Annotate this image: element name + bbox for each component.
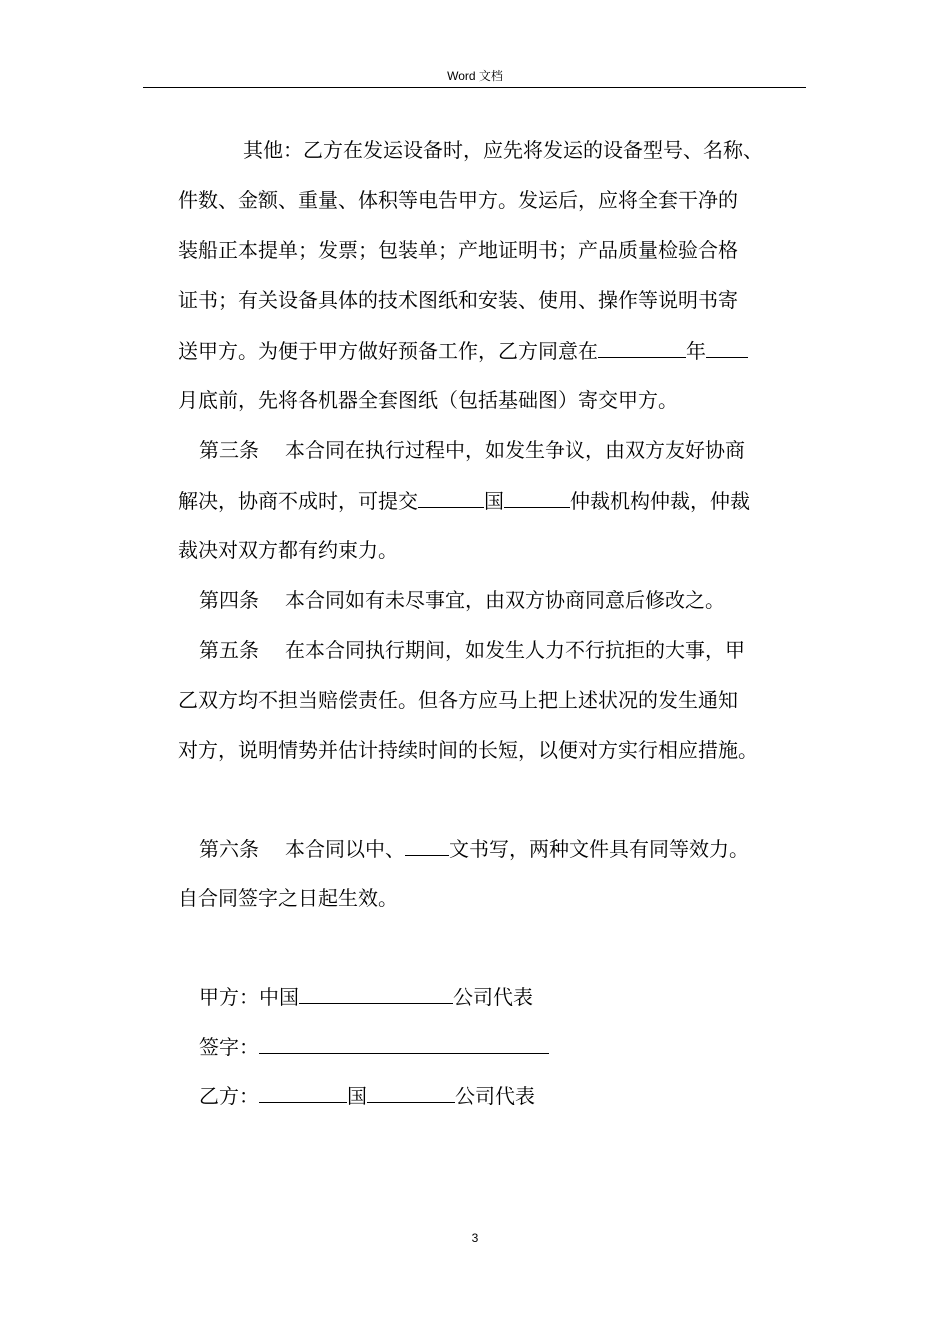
article-6-line-2: 自合同签字之日起生效。	[178, 886, 398, 910]
party-a-line	[199, 983, 533, 1010]
article-6-label: 第六条	[199, 837, 259, 861]
page-number: 3	[471, 1231, 479, 1245]
sign-line	[199, 1033, 549, 1060]
party-b-country-blank	[259, 1082, 347, 1103]
party-a-prefix: 甲方：中国	[199, 985, 299, 1009]
article-6-text-1a: 本合同以中、	[285, 837, 405, 861]
article-3-label: 第三条	[199, 438, 259, 462]
article-3-text-2c: 仲裁机构仲裁，仲裁	[570, 489, 750, 513]
country-blank	[418, 487, 484, 508]
article-6-line-1	[199, 835, 749, 862]
article-4-label: 第四条	[199, 588, 259, 612]
party-b-suffix: 公司代表	[455, 1084, 535, 1108]
article-3-text-2a: 解决，协商不成时，可提交	[178, 489, 418, 513]
article-5-text-1: 在本合同执行期间，如发生人力不行抗拒的大事，甲	[285, 638, 745, 662]
article-3-text-2b: 国	[484, 489, 504, 513]
other-line-3: 装船正本提单；发票；包装单；产地证明书；产品质量检验合格	[178, 238, 738, 262]
year-blank	[598, 337, 686, 358]
article-3-line-1	[199, 437, 745, 463]
party-b-mid: 国	[347, 1084, 367, 1108]
article-5-line-2: 乙双方均不担当赔偿责任。但各方应马上把上述状况的发生通知	[178, 688, 738, 712]
article-3-text-1: 本合同在执行过程中，如发生争议，由双方友好协商	[285, 438, 745, 462]
article-3-line-2	[178, 487, 750, 514]
article-6-text-1b: 文书写，两种文件具有同等效力。	[449, 837, 749, 861]
article-5-line-3: 对方，说明情势并估计持续时间的长短，以便对方实行相应措施。	[178, 738, 758, 762]
arbitration-blank	[504, 487, 570, 508]
party-a-company-blank	[299, 983, 453, 1004]
other-line-2: 件数、金额、重量、体积等电告甲方。发运后，应将全套干净的	[178, 188, 738, 212]
header-title: Word 文档	[447, 69, 503, 83]
party-b-company-blank	[367, 1082, 455, 1103]
other-line-6: 月底前，先将各机器全套图纸（包括基础图）寄交甲方。	[178, 388, 678, 412]
party-b-line	[199, 1082, 535, 1109]
other-line-4: 证书；有关设备具体的技术图纸和安装、使用、操作等说明书寄	[178, 288, 738, 312]
party-b-prefix: 乙方：	[199, 1084, 259, 1108]
header-rule	[143, 87, 806, 88]
year-label: 年	[686, 339, 706, 363]
sign-label: 签字：	[199, 1035, 259, 1059]
other-line-1: 其他：乙方在发运设备时，应先将发运的设备型号、名称、	[243, 138, 763, 162]
article-5-line-1	[199, 637, 745, 663]
month-blank	[706, 337, 748, 358]
other-line-5	[178, 337, 748, 364]
signature-blank	[259, 1033, 549, 1054]
article-5-label: 第五条	[199, 638, 259, 662]
language-blank	[405, 835, 449, 856]
other-line-5-text: 送甲方。为便于甲方做好预备工作，乙方同意在	[178, 339, 598, 363]
party-a-suffix: 公司代表	[453, 985, 533, 1009]
article-4-text-1: 本合同如有未尽事宜，由双方协商同意后修改之。	[285, 588, 725, 612]
article-3-line-3: 裁决对双方都有约束力。	[178, 538, 398, 562]
article-4-line-1	[199, 587, 725, 613]
